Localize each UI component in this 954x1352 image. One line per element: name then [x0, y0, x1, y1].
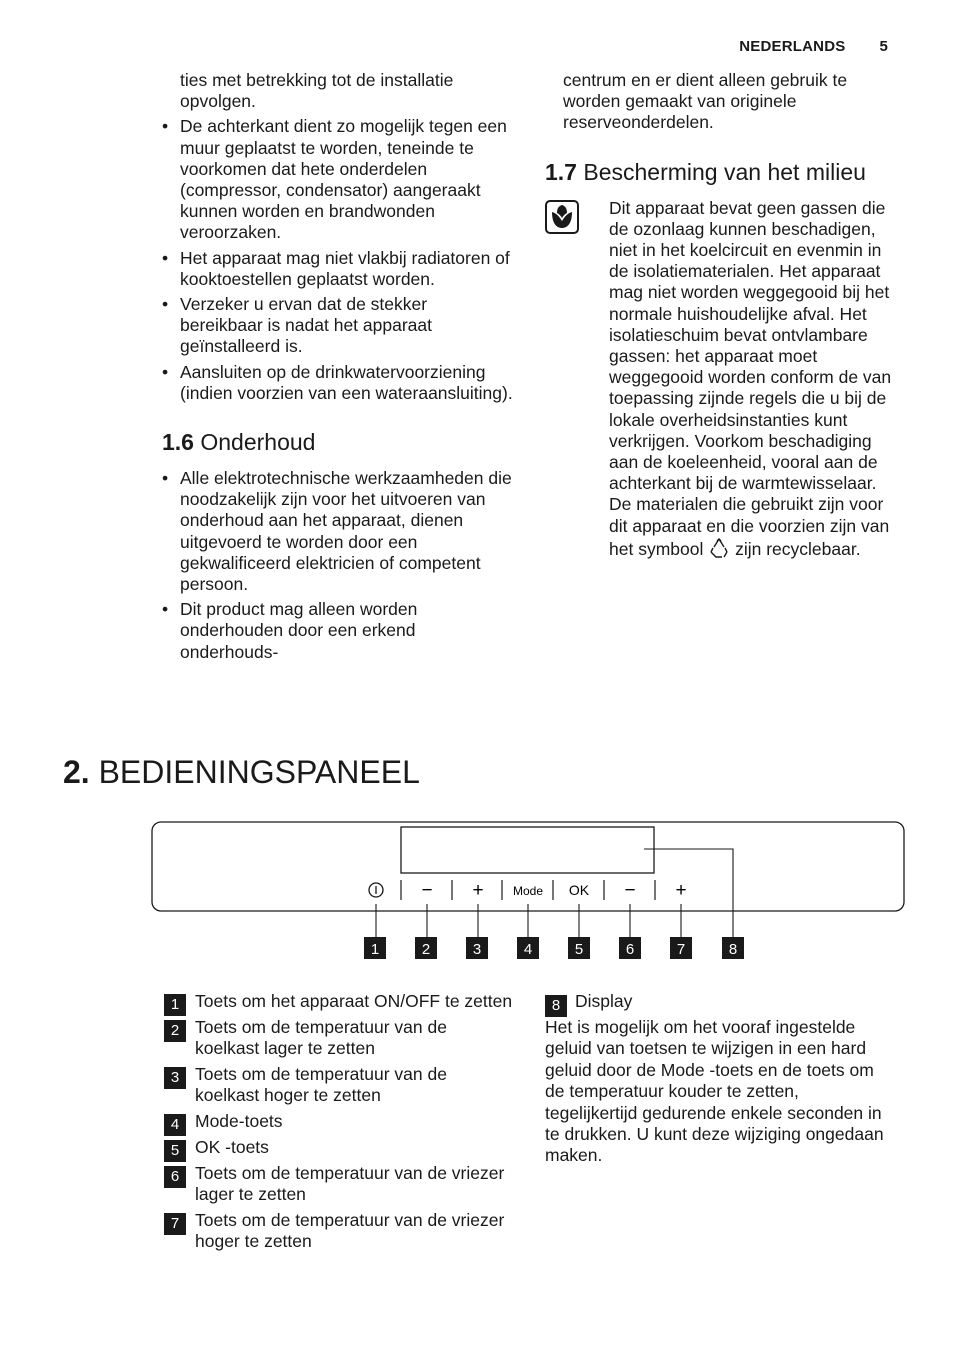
environment-text: Dit apparaat bevat geen gassen die de ozonlaag kunnen beschadigen, niet in het koelcircuit en evenmin in de isolatiematerialen. Het apparaat mag niet worden weggegooid bij het normale huishoudelijke afval. Het isolatieschuim bevat ontvlambare gassen: het apparaat moet weggegooid worden conform de van toepassing zijnde regels die u bij de lokale overheidsinstanties kunt verkrijgen. Voorkom beschadiging aan de koeleenheid, vooral aan de achterkant bij de warmtewisselaar. De materialen die gebruikt zijn voor dit apparaat en die voorzien zijn van het symbool [609, 197, 892, 559]
environment-icon [545, 200, 579, 234]
legend-item [164, 1137, 514, 1158]
section-heading-onderhoud [162, 428, 514, 456]
svg-text:6: 6 [625, 941, 635, 958]
list-item: • Het apparaat mag niet vlakbij radiatoren of kooktoestellen geplaatst worden. [162, 248, 514, 290]
section-title: BEDIENINGSPANEEL [98, 754, 420, 790]
svg-text:8: 8 [728, 941, 738, 958]
control-panel-diagram [0, 815, 954, 965]
legend-number: 2 [164, 1020, 186, 1042]
svg-text:3: 3 [472, 941, 482, 958]
legend-number: 1 [164, 994, 186, 1016]
callout-4 [517, 937, 539, 959]
legend-item [164, 1017, 514, 1059]
callout-6 [619, 937, 641, 959]
legend-item [164, 1210, 514, 1252]
legend-number: 7 [164, 1213, 186, 1235]
continued-paragraph: ties met betrekking tot de installatie opvolgen. [180, 70, 454, 112]
callout-7 [670, 937, 692, 959]
legend-number: 8 [545, 995, 567, 1017]
svg-text:5: 5 [574, 941, 584, 958]
power-icon [369, 883, 383, 897]
legend-number: 3 [164, 1067, 186, 1089]
page-header [739, 38, 888, 55]
display-legend [545, 991, 895, 1167]
svg-text:7: 7 [676, 941, 686, 958]
environment-text-end: zijn recyclebaar. [735, 538, 861, 559]
legend-item [164, 1064, 514, 1106]
list-item: • Dit product mag alleen worden onderhouden door een erkend onderhouds- [162, 599, 514, 663]
callout-1 [364, 937, 386, 959]
section-number: 1.7 [545, 158, 577, 185]
display-description: Het is mogelijk om het vooraf ingestelde geluid van toetsen te wijzigen in een hard geluid door de Mode -toets en de toets om de temperatuur kouder te zetten, tegelijkertijd gedurende enkele seconden in te drukken. U kunt deze wijziging ongedaan maken. [545, 1017, 884, 1166]
callout-2 [415, 937, 437, 959]
header-language: NEDERLANDS [739, 38, 846, 55]
display-label: Display [575, 991, 633, 1011]
legend-item [164, 1111, 514, 1132]
right-column [545, 70, 895, 560]
legend-item [164, 991, 514, 1012]
legend-text: Toets om de temperatuur van de vriezer lager te zetten [195, 1163, 505, 1204]
continued-paragraph: centrum en er dient alleen gebruik te worden gemaakt van originele reserveonderdelen. [563, 70, 848, 133]
legend-text: Toets om het apparaat ON/OFF te zetten [195, 991, 513, 1011]
legend-text: OK -toets [195, 1137, 269, 1157]
callout-3 [466, 937, 488, 959]
section-title: Onderhoud [200, 429, 316, 456]
environment-note [545, 198, 895, 560]
svg-text:1: 1 [370, 941, 380, 958]
legend-text: Toets om de temperatuur van de vriezer hoger te zetten [195, 1210, 505, 1251]
list-item: • Verzeker u ervan dat de stekker bereikbaar is nadat het apparaat geïnstalleerd is. [162, 294, 514, 358]
legend-text: Mode-toets [195, 1111, 283, 1131]
legend-list [164, 991, 514, 1257]
section-title: Bescherming van het milieu [583, 158, 866, 185]
section-heading-milieu [545, 158, 895, 186]
callout-5 [568, 937, 590, 959]
left-column [162, 70, 514, 667]
legend-number: 6 [164, 1166, 186, 1188]
fridge-plus-symbol: + [472, 880, 484, 901]
list-item: • Alle elektrotechnische werkzaamheden die noodzakelijk zijn voor het uitvoeren van onderhoud aan het apparaat, dienen uitgevoerd te worden door een gekwalificeerd elektricien of competent persoon. [162, 468, 514, 595]
freezer-minus-symbol: − [624, 880, 636, 901]
legend-item [164, 1163, 514, 1205]
section-heading-bedieningspaneel [63, 752, 420, 792]
page-number: 5 [879, 38, 888, 55]
recycle-icon [708, 537, 730, 559]
legend-text: Toets om de temperatuur van de koelkast lager te zetten [195, 1017, 447, 1058]
legend-number: 5 [164, 1140, 186, 1162]
svg-text:2: 2 [421, 941, 431, 958]
list-item: • Aansluiten op de drinkwatervoorziening (indien voorzien van een wateraansluiting). [162, 362, 514, 404]
section-number: 2. [63, 754, 90, 790]
ok-label: OK [568, 882, 590, 898]
safety-bullet-list [162, 116, 514, 404]
legend-number: 4 [164, 1114, 186, 1136]
callout-8 [722, 937, 744, 959]
legend-text: Toets om de temperatuur van de koelkast hoger te zetten [195, 1064, 447, 1105]
list-item: • De achterkant dient zo mogelijk tegen een muur geplaatst te worden, teneinde te voorkomen dat hete onderdelen (compressor, condensator) aangeraakt kunnen worden en brandwonden veroorzaken. [162, 116, 514, 243]
fridge-minus-symbol: − [421, 880, 433, 901]
section-number: 1.6 [162, 429, 194, 456]
mode-label: Mode [512, 884, 544, 898]
display-window [401, 827, 654, 873]
maintenance-bullet-list [162, 468, 514, 663]
svg-text:4: 4 [523, 941, 533, 958]
freezer-plus-symbol: + [675, 880, 687, 901]
display-legend-title [545, 991, 895, 1017]
